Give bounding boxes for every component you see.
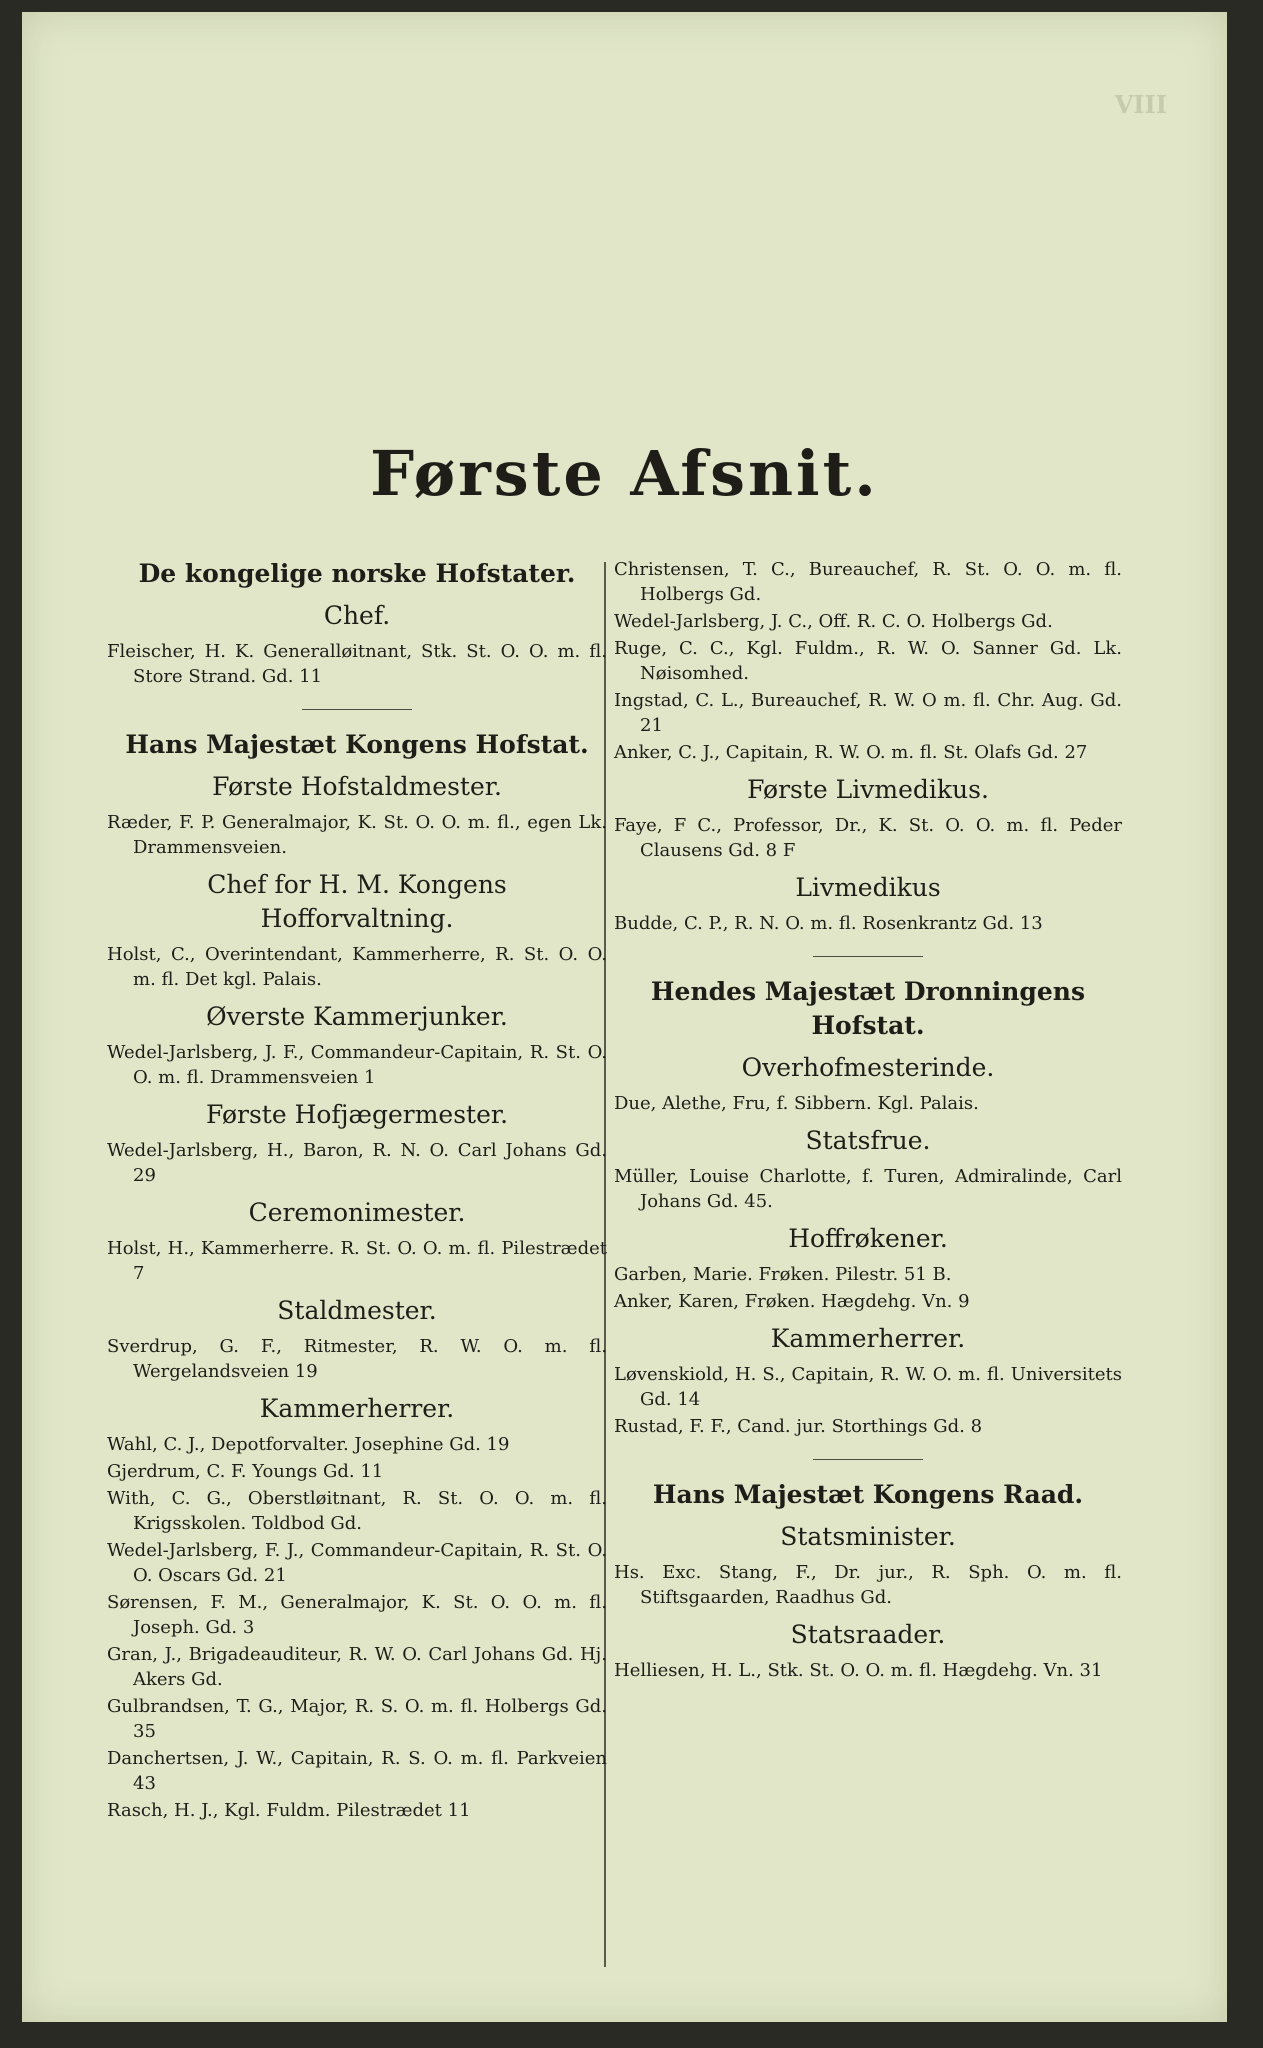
entry: Garben, Marie. Frøken. Pilestr. 51 B. [614, 1264, 952, 1285]
section-title: Hans Majestæt Kongens Hofstat. [125, 730, 589, 759]
entry: Sverdrup, G. F., Ritmester, R. W. O. m. fl. Wergelandsveien 19 [107, 1336, 607, 1382]
left-column [107, 557, 607, 1825]
section-title: Hendes Majestæt Dronningens Hofstat. [650, 977, 1086, 1040]
entry: Ingstad, C. L., Bureauchef, R. W. O m. fl. Chr. Aug. Gd. 21 [614, 690, 1122, 736]
section-title: Hans Majestæt Kongens Raad. [652, 1480, 1084, 1509]
right-column [614, 557, 1122, 1685]
section-rule [813, 956, 923, 957]
entry: Due, Alethe, Fru, f. Sibbern. Kgl. Palais. [614, 1093, 979, 1114]
entry: Sørensen, F. M., Generalmajor, K. St. O. O. m. fl. Joseph. Gd. 3 [107, 1592, 607, 1638]
entry: Holst, H., Kammerherre. R. St. O. O. m. fl. Pilestrædet 7 [107, 1238, 607, 1284]
section [107, 709, 607, 1823]
main-title: Første Afsnit. [370, 437, 879, 510]
section-rule [302, 709, 412, 710]
entry: Gulbrandsen, T. G., Major, R. S. O. m. fl. Holbergs Gd. 35 [107, 1696, 607, 1742]
subsection-heading: Chef for H. M. Kongens Hofforvaltning. [207, 870, 507, 933]
subsection-heading: Statsfrue. [805, 1126, 931, 1155]
subsection-heading: Første Hofstaldmester. [212, 772, 502, 801]
section [107, 557, 607, 689]
section-title: De kongelige norske Hofstater. [138, 559, 576, 588]
subsection-heading: Kammerherrer. [259, 1394, 455, 1423]
entry: Rustad, F. F., Cand. jur. Storthings Gd. 8 [614, 1416, 983, 1437]
subsection-heading: Statsraader. [790, 1620, 946, 1649]
entry: Anker, Karen, Frøken. Hægdehg. Vn. 9 [614, 1291, 970, 1312]
entry: Wedel-Jarlsberg, J. F., Commandeur-Capitain, R. St. O. O. m. fl. Drammensveien 1 [107, 1042, 607, 1088]
subsection-heading: Hoffrøkener. [788, 1224, 948, 1253]
entry: Müller, Louise Charlotte, f. Turen, Admiralinde, Carl Johans Gd. 45. [614, 1166, 1122, 1212]
subsection-heading: Første Hofjægermester. [205, 1100, 509, 1129]
subsection-heading: Første Livmedikus. [747, 775, 989, 804]
subsection-heading: Statsminister. [780, 1522, 956, 1551]
subsection-heading: Livmedikus [795, 873, 941, 902]
section [614, 557, 1122, 936]
entry: Budde, C. P., R. N. O. m. fl. Rosenkrantz Gd. 13 [614, 913, 1043, 934]
document-page [22, 12, 1227, 2022]
entry: With, C. G., Oberstløitnant, R. St. O. O. m. fl. Krigsskolen. Toldbod Gd. [107, 1488, 607, 1534]
subsection-heading: Staldmester. [277, 1296, 437, 1325]
section [614, 1459, 1122, 1683]
entry: Anker, C. J., Capitain, R. W. O. m. fl. St. Olafs Gd. 27 [614, 742, 1088, 763]
page-number: VIII [1114, 90, 1167, 119]
entry: Danchertsen, J. W., Capitain, R. S. O. m. fl. Parkveien 43 [107, 1748, 607, 1794]
entry: Løvenskiold, H. S., Capitain, R. W. O. m. fl. Universitets Gd. 14 [614, 1364, 1122, 1410]
subsection-heading: Øverste Kammerjunker. [206, 1002, 508, 1031]
entry: Gjerdrum, C. F. Youngs Gd. 11 [107, 1461, 384, 1482]
entry: Wedel-Jarlsberg, F. J., Commandeur-Capitain, R. St. O. O. Oscars Gd. 21 [107, 1540, 607, 1586]
entry: Wedel-Jarlsberg, J. C., Off. R. C. O. Holbergs Gd. [614, 611, 1053, 632]
entry: Gran, J., Brigadeauditeur, R. W. O. Carl Johans Gd. Hj. Akers Gd. [107, 1644, 607, 1690]
subsection-heading: Ceremonimester. [248, 1198, 466, 1227]
entry: Helliesen, H. L., Stk. St. O. O. m. fl. Hægdehg. Vn. 31 [614, 1660, 1103, 1681]
entry: Wahl, C. J., Depotforvalter. Josephine Gd. 19 [107, 1434, 510, 1455]
entry: Rasch, H. J., Kgl. Fuldm. Pilestrædet 11 [107, 1800, 471, 1821]
section-rule [813, 1459, 923, 1460]
entry: Hs. Exc. Stang, F., Dr. jur., R. Sph. O. m. fl. Stiftsgaarden, Raadhus Gd. [614, 1562, 1122, 1608]
section [614, 956, 1122, 1439]
entry: Ruge, C. C., Kgl. Fuldm., R. W. O. Sanner Gd. Lk. Nøisomhed. [614, 638, 1122, 684]
subsection-heading: Chef. [323, 601, 391, 630]
entry: Wedel-Jarlsberg, H., Baron, R. N. O. Carl Johans Gd. 29 [107, 1140, 607, 1186]
entry: Ræder, F. P. Generalmajor, K. St. O. O. m. fl., egen Lk. Drammensveien. [107, 812, 607, 858]
entry: Christensen, T. C., Bureauchef, R. St. O. O. m. fl. Holbergs Gd. [614, 559, 1122, 605]
entry: Faye, F C., Professor, Dr., K. St. O. O. m. fl. Peder Clausens Gd. 8 F [614, 815, 1122, 861]
entry: Holst, C., Overintendant, Kammerherre, R. St. O. O. m. fl. Det kgl. Palais. [107, 944, 607, 990]
entry: Fleischer, H. K. Generalløitnant, Stk. St. O. O. m. fl. Store Strand. Gd. 11 [107, 641, 607, 687]
subsection-heading: Kammerherrer. [770, 1324, 966, 1353]
subsection-heading: Overhofmesterinde. [741, 1053, 995, 1082]
